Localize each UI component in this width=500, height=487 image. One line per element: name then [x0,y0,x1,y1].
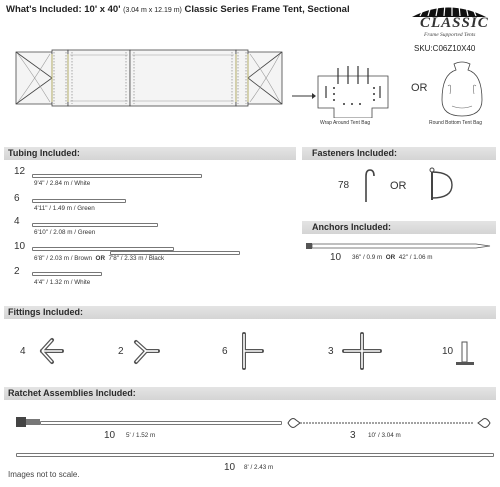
fittings-heading: Fittings Included: [8,307,83,317]
ratchet-label-2: 10' / 3.04 m [368,432,401,439]
stake-icon [304,240,494,252]
brand-logo [402,2,494,42]
anchors-or-label: OR [385,254,396,261]
cross-fitting-icon [340,330,384,372]
round-bottom-bag-icon [438,60,486,120]
tubing-qty-3: 4 [14,216,20,227]
tubing-heading: Tubing Included: [8,148,80,158]
fitting-qty-4: 3 [328,346,334,357]
tubing-label-4 [34,255,164,262]
fitting-qty-2: 2 [118,346,124,357]
ratchet-qty-2: 3 [350,430,356,441]
fitting-qty-3: 6 [222,346,228,357]
round-bag-caption: Round Bottom Tent Bag [429,120,482,126]
title-metric: (3.04 m x 12.19 m) [123,7,182,14]
tubing-label-4b: 7'8" / 2.33 m / Black [108,255,165,262]
tubing-label-3: 6'10" / 2.08 m / Green [34,229,96,236]
side-tee-fitting-icon [234,330,266,372]
anchors-heading: Anchors Included: [312,222,392,232]
corner-fitting-icon [34,334,66,366]
title-tail: Classic Series Frame Tent, Sectional [184,4,350,15]
tubing-qty-2: 6 [14,193,20,204]
tubing-label-5: 4'4" / 1.32 m / White [34,279,91,286]
sku-label: SKU:C06Z10X40 [414,44,476,53]
ratchet-buckle-icon [14,414,42,430]
lynch-pin-icon [422,166,462,204]
ratchet-qty-3: 10 [224,462,236,473]
anchors-label-a: 36" / 0.9 m [352,254,383,261]
logo-wordmark: CLASSIC [420,15,489,31]
anchors-label [352,254,432,261]
logo-tagline: Frame Supported Tents [424,32,476,38]
tubing-qty-4: 10 [14,241,26,252]
tent-top-illustration [12,46,284,110]
fitting-qty-1: 4 [20,346,26,357]
fasteners-qty: 78 [338,180,350,191]
foot-plate-icon [454,340,476,368]
tube-bar-3 [32,223,158,227]
anchors-qty: 10 [330,252,342,263]
fasteners-heading: Fasteners Included: [312,148,398,158]
hook-pin-icon [356,168,376,204]
three-way-fitting-icon [130,334,162,366]
tube-bar-5 [32,272,102,276]
ratchet-label-3: 8' / 2.43 m [244,464,274,471]
page-title: What's Included: 10' x 40' (3.04 m x 12.19 m) Classic Series Frame Tent, Sectional [6,4,350,15]
fitting-qty-5: 10 [442,346,454,357]
tubing-label-4a: 6'8" / 2.03 m / Brown [34,255,93,262]
tubing-label-1: 9'4" / 2.84 m / White [34,180,91,187]
ratchet-label-1: 5' / 1.52 m [126,432,156,439]
fasteners-or-label: OR [390,180,407,192]
tubing-or-label: OR [95,255,105,262]
ratchets-heading: Ratchet Assemblies Included: [8,388,136,398]
strap-bar-1 [40,421,282,425]
tubing-qty-5: 2 [14,266,20,277]
cable-ratchet-icon [286,414,492,432]
strap-bar-3 [16,453,494,457]
wrap-bag-caption: Wrap Around Tent Bag [320,120,371,126]
tubing-qty-1: 12 [14,166,26,177]
bag-or-label: OR [411,82,428,94]
wrap-around-bag-icon [290,58,390,118]
scale-note: Images not to scale. [8,470,80,479]
tube-bar-1 [32,174,202,178]
tubing-label-2: 4'11" / 1.49 m / Green [34,205,95,212]
ratchet-qty-1: 10 [104,430,116,441]
tube-bar-2 [32,199,126,203]
anchors-label-b: 42" / 1.06 m [398,254,433,261]
